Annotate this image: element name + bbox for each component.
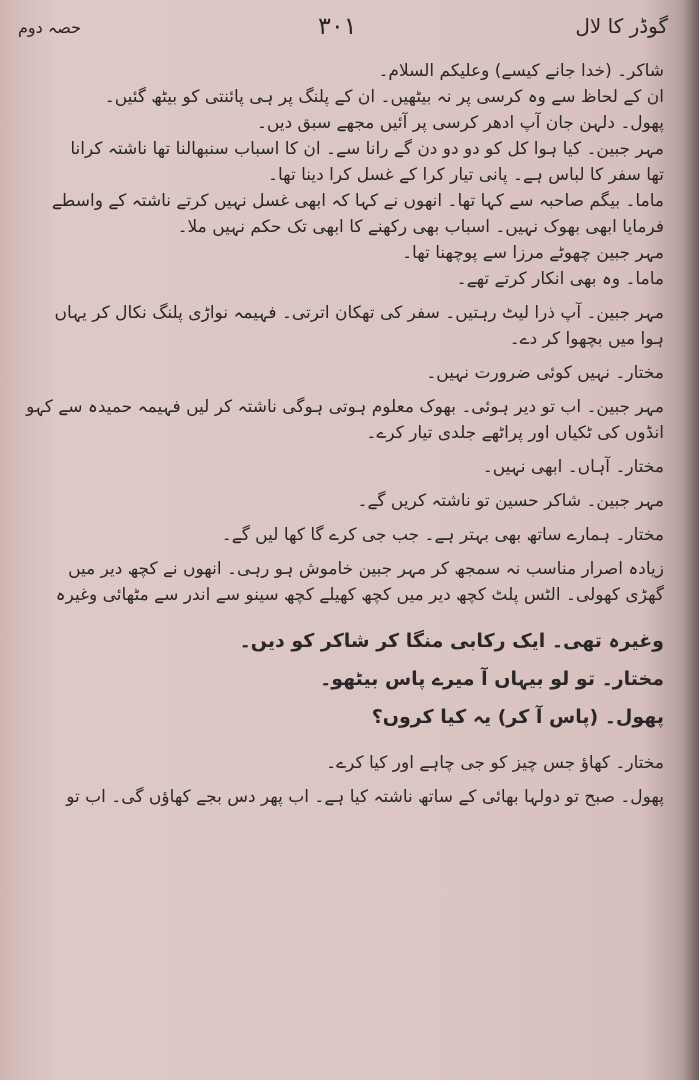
text-line: مہر جبین چھوٹے مرزا سے پوچھنا تھا۔ <box>402 243 664 263</box>
text-line: ماما۔ بیگم صاحبہ سے کہا تھا۔ انھوں نے کہا کہ ابھی غسل نہیں کرتے ناشتہ کے واسطے <box>51 191 664 211</box>
text-line: شاکر۔ (خدا جانے کیسے) وعلیکم السلام۔ <box>378 61 664 81</box>
text-line: وغیرہ تھی۔ ایک رکابی منگا کر شاکر کو دیں۔ <box>239 630 664 652</box>
text-line: مہر جبین۔ اب تو دیر ہوئی۔ بھوک معلوم ہوتی ہوگی ناشتہ کر لیں فہیمہ حمیدہ سے کہو <box>26 397 664 417</box>
text-line: ہوا میں بچھوا کر دے۔ <box>509 329 664 349</box>
text-line: مہر جبین۔ شاکر حسین تو ناشتہ کریں گے۔ <box>357 491 664 511</box>
text-line: فرمایا ابھی بھوک نہیں۔ اسباب بھی رکھنے کا ابھی تک حکم نہیں ملا۔ <box>177 217 664 237</box>
text-line: زیادہ اصرار مناسب نہ سمجھ کر مہر جبین خاموش ہو رہی۔ انھوں نے کچھ دیر میں <box>68 559 664 579</box>
text-line: تھا سفر کا لباس ہے۔ پانی تیار کرا کے غسل کرا دینا تھا۔ <box>268 165 664 185</box>
running-title: گوڈر کا لال <box>575 14 668 38</box>
text-line: پھول۔ دلہن جان آپ ادھر کرسی پر آئیں مجھے سبق دیں۔ <box>256 113 664 133</box>
text-line: مختار۔ کھاؤ جس چیز کو جی چاہے اور کیا کرے۔ <box>326 753 664 773</box>
page-number: ۳۰۱ <box>318 12 357 40</box>
text-line: مختار۔ تو لو بیہاں آ میرے پاس بیٹھو۔ <box>320 668 664 690</box>
page-text <box>24 58 664 810</box>
text-line: گھڑی کھولی۔ الٹس پلٹ کچھ دیر میں کچھ کھیلے کچھ سینو سے اندر سے مٹھائی وغیرہ <box>55 585 664 605</box>
text-line: مہر جبین۔ آپ ذرا لیٹ رہتیں۔ سفر کی تھکان اترتی۔ فہیمہ نواڑی پلنگ نکال کر یہاں <box>54 303 664 323</box>
page-binding-edge <box>685 0 699 1080</box>
text-line: مختار۔ ہمارے ساتھ بھی بہتر ہے۔ جب جی کرے گا کھا لیں گے۔ <box>221 525 664 545</box>
text-line: مہر جبین۔ کیا ہوا کل کو دو دو دن گے رانا سے۔ ان کا اسباب سنبھالنا تھا ناشتہ کرانا <box>70 139 664 159</box>
text-line: انڈوں کی ٹکیاں اور پراٹھے جلدی تیار کرے۔ <box>366 423 664 443</box>
page-header <box>18 14 668 54</box>
text-line: مختار۔ نہیں کوئی ضرورت نہیں۔ <box>426 363 664 383</box>
text-line: مختار۔ آہاں۔ ابھی نہیں۔ <box>482 457 664 477</box>
text-line: ماما۔ وہ بھی انکار کرتے تھے۔ <box>456 269 664 289</box>
text-line: پھول۔ صبح تو دولہا بھائی کے ساتھ ناشتہ کیا ہے۔ اب پھر دس بجے کھاؤں گی۔ اب تو <box>66 787 664 807</box>
part-label: حصہ دوم <box>18 18 81 37</box>
text-line: پھول۔ (پاس آ کر) یہ کیا کروں؟ <box>371 706 664 728</box>
text-line: ان کے لحاظ سے وہ کرسی پر نہ بیٹھیں۔ ان کے پلنگ پر ہی پائنتی کو بیٹھ گئیں۔ <box>104 87 664 107</box>
